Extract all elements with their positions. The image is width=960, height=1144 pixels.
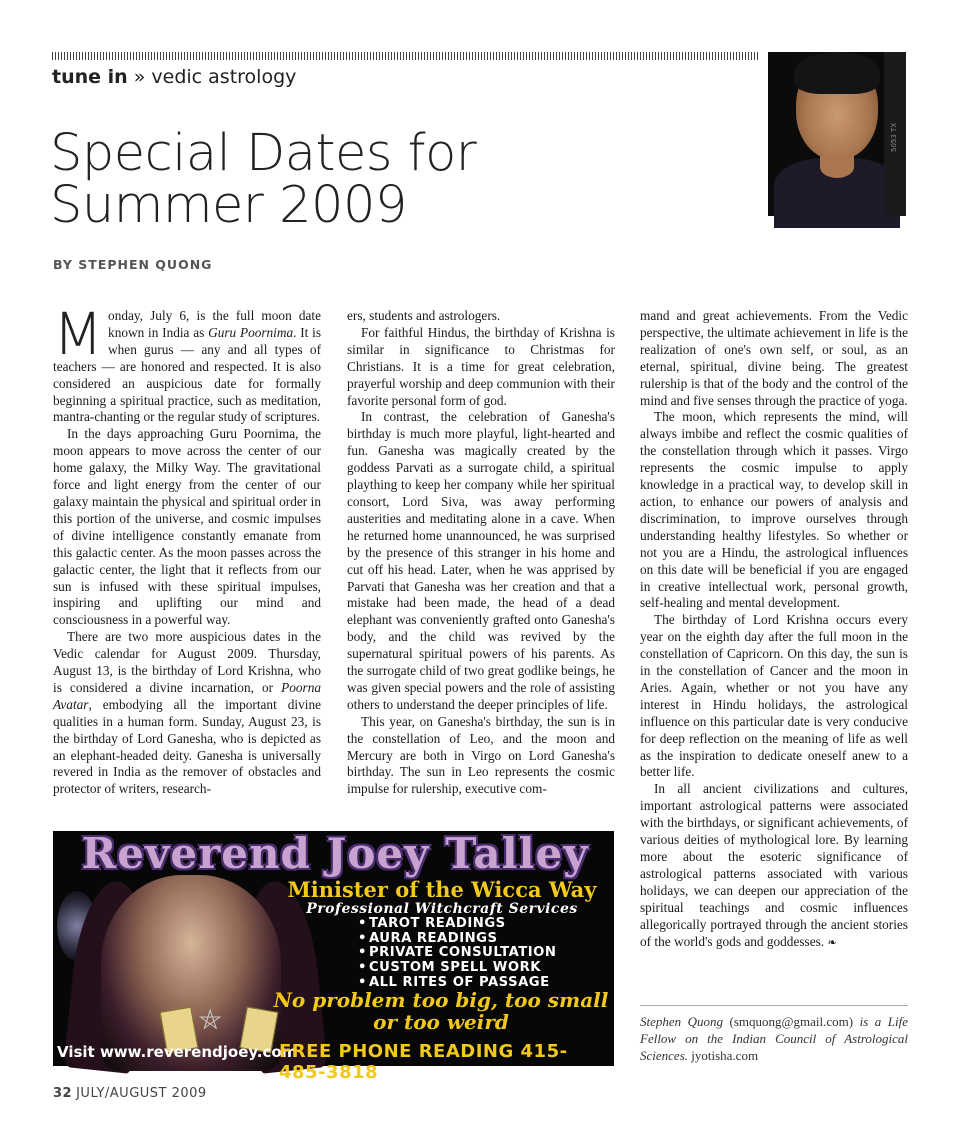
section-kicker [52, 66, 296, 88]
photo-film-edge [884, 52, 906, 216]
paragraph: ers, students and astrologers. [347, 308, 501, 323]
section-separator: » [133, 66, 146, 88]
byline: BY STEPHEN QUONG [53, 257, 213, 272]
ad-services-heading: Professional Witchcraft Services [306, 901, 578, 917]
list-item: • TAROT READINGS [358, 917, 556, 932]
paragraph: mand and great achievements. From the Vedic perspective, the ultimate achievement in life is the realization of one's own self, or soul, as an eternal, spiritual, divine being. The greatest rulership is that of the body and the control of the mind and five senses through the practice of yoga. [640, 308, 908, 408]
film-edge-text: 5053 TX [890, 122, 898, 152]
bio-divider [640, 1005, 908, 1006]
article-column-1 [53, 300, 322, 798]
author-bio [640, 1013, 908, 1064]
page-number: 32 [53, 1086, 73, 1101]
paragraph: In the days approaching Guru Poornima, the moon appears to move across the center of our home galaxy, the Milky Way. The gravitational force and light energy from the center of our galaxy maintain the physical and spiritual order in this portion of the universe, and cosmic impulses of divine intelligence constantly emanate from this galactic center. As the moon passes across the galactic center, the light that it reflects from our sun is infused with these spiritual impulses, inspiring and uplifting our mind and consciousness in a powerful way. [53, 426, 321, 628]
photo-collar [820, 156, 854, 178]
ad-website[interactable]: Visit www.reverendjoey.com [57, 1043, 298, 1061]
photo-hair [794, 52, 880, 94]
list-item: • ALL RITES OF PASSAGE [358, 976, 556, 991]
list-item: • AURA READINGS [358, 932, 556, 947]
issue-date: JULY/AUGUST 2009 [76, 1086, 207, 1101]
list-item: • CUSTOM SPELL WORK [358, 961, 556, 976]
header-rule [52, 52, 760, 60]
paragraph: In contrast, the celebration of Ganesha's birthday is much more playful, light-hearted and fun. Ganesha was magically created by the goddess Parvati as a surrogate child, a spiritual plaything to keep her company while her spiritual consort, Lord Siva, was away performing austerities and meditating alone in a cave. When he returned home unannounced, he was surprised by the presence of this stranger in his home and cut off his head. Later, when he was apprised by Parvati that Ganesha was her creation and that a mistake had been made, the head of a dead elephant was conveniently grafted onto Ganesha's body, and the child was revived by the supernatural spiritual powers of his parents. As the surrogate child of two great godlike beings, he was given special powers and the role of assisting others to understand the deeper principles of life. [347, 409, 615, 712]
advertisement[interactable] [53, 829, 614, 1083]
ad-services-list [358, 917, 556, 991]
article-column-2 [347, 308, 615, 798]
article-column-3 [640, 308, 908, 951]
end-mark-icon: ❧ [827, 936, 837, 949]
ad-tagline: No problem too big, too small or too weird [273, 988, 609, 1034]
ad-subtitle: Minister of the Wicca Way [287, 877, 597, 902]
bio-email[interactable]: (smquong@gmail.com) [729, 1014, 854, 1029]
list-item: • PRIVATE CONSULTATION [358, 946, 556, 961]
ad-title: Reverend Joey Talley [81, 829, 589, 878]
section-name: tune in [52, 66, 128, 88]
article-title: Special Dates for Summer 2009 [50, 124, 477, 235]
drop-cap: M [53, 300, 104, 368]
bio-text: is a Life Fellow on the Indian Council of Astrological Sciences. [640, 1014, 908, 1063]
pentacle-icon: ⛤ [199, 1003, 222, 1036]
ad-phone[interactable]: FREE PHONE READING 415-485-3818 [279, 1041, 568, 1083]
paragraph: The moon, which represents the mind, will always imbibe and reflect the cosmic qualities of the constellation through which it passes. Virgo represents the cosmic impulse to apply knowledge in a practical way, to develop skill in action, to enhance our powers of analysis and discrimination, to improve ourselves through understanding healthy lifestyles. So whether or not you are a Hindu, the astrological influences on this date will be beneficial if you are engaged in creative intellectual work, personal growth, self-healing and mental development. [640, 409, 908, 611]
paragraph: For faithful Hindus, the birthday of Krishna is similar in significance to Christmas for Christians. It is a time for great celebration, prayerful worship and deep communion with their favorite personal form of god. [347, 324, 615, 408]
bio-name: Stephen Quong [640, 1014, 724, 1029]
bio-site[interactable]: jyotisha.com [691, 1048, 759, 1063]
paragraph: There are two more auspicious dates in the Vedic calendar for August 2009. Thursday, August 13, is the birthday of Lord Krishna, who is considered a divine incarnation, or Poorna Avatar, embodying all the important divine qualities in a human form. Sunday, August 23, is the birthday of Lord Ganesha, who is depicted as an elephant-headed deity. Ganesha is universally revered in India as the remover of obstacles and protector of writers, research- [53, 629, 321, 797]
paragraph: The birthday of Lord Krishna occurs every year on the eighth day after the full moon in the constellation of Capricorn. On this day, the sun is in the constellation of Cancer and the moon in Aries. Again, whether or not you have any interest in Hindu holidays, the astrological influence on this particular date is very conducive for deep reflection on the meaning of life as well as the inspiration to dedicate oneself anew to a better life. [640, 612, 908, 780]
subsection-name: vedic astrology [151, 66, 297, 88]
paragraph: This year, on Ganesha's birthday, the sun is in the constellation of Leo, and the moon and Mercury are both in Virgo on Lord Ganesha's birthday. The sun in Leo represents the cosmic impulse for rulership, executive com- [347, 713, 615, 797]
paragraph: Monday, July 6, is the full moon date known in India as Guru Poornima. It is when gurus — any and all types of teachers — are honored and respected. It is also considered an auspicious date for formally beginning a spiritual practice, such as meditation, mantra-chanting or the regular study of scriptures. [53, 300, 322, 425]
author-photo [768, 52, 906, 216]
paragraph: In all ancient civilizations and cultures, important astrological patterns were associated with the birthdays, or significant achievements, of various deities of mythological lore. By learning more about the esoteric significance of astrological patterns associated with various holidays, we can deepen our appreciation of the spiritual teachings and cosmic influences allegorically portrayed through the ancient stories of the world's gods and goddesses. ❧ [640, 781, 908, 949]
page-folio [53, 1086, 207, 1101]
